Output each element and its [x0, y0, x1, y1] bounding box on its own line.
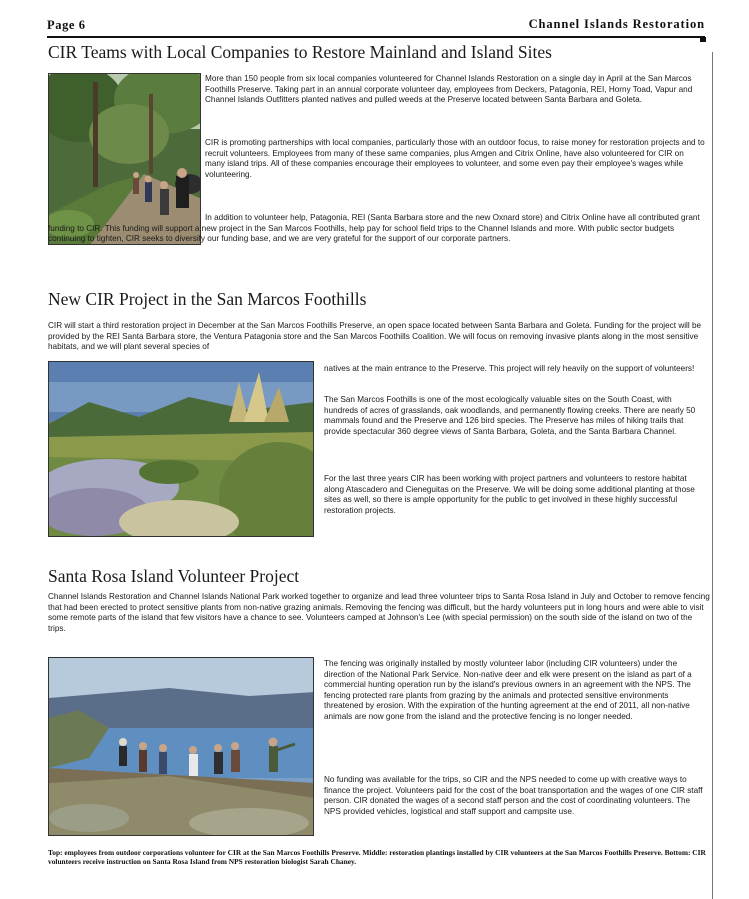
article3-paragraph-1: The fencing was originally installed by mostly volunteer labor (including CIR volunteers) under the direction of the National Park Service. Non-native deer and elk were present on the island as part of a commercial hunting operation run by the island's previous owners in an agreement with the NPS. The fencing protected rare plants from grazing by the animals and protected sensitive environments threatened by erosion. With the expiration of the hunting agreement at the end of 2011, all non-native animals are now gone from the island and the protective fencing is no longer needed. — [324, 659, 692, 721]
article3-paragraph-2: No funding was available for the trips, so CIR and the NPS needed to come up with creative ways to finance the project. Volunteers paid for the cost of the boat transportation and the wages of one CIR staff person. CIR donated the wages of a second staff person and the cost of coordinating volunteers. The NPS provided vehicles, logistical and staff support and campsite use. — [324, 775, 703, 816]
santa-rosa-island-photo — [48, 657, 314, 836]
newsletter-name: Channel Islands Restoration — [528, 17, 705, 31]
header-rule — [47, 36, 705, 38]
article2-paragraph-1: natives at the main entrance to the Preserve. This project will rely heavily on the support of volunteers! — [324, 364, 695, 373]
article3-intro: Channel Islands Restoration and Channel Islands National Park worked together to organize and lead three volunteer trips to Santa Rosa Island in July and October to remove fencing that had been erected to protect sensitive plants from non-native grazing animals. Removing the fencing was difficult, but the hardy volunteers put in long hours and were able to visit some remote parts of the island that few visitors have a chance to see. Volunteers camped at Johnson's Lee (with special permission) on the south side of the island on two of the trips. — [48, 592, 710, 633]
san-marcos-plantings-photo — [48, 361, 314, 537]
article2-intro: CIR will start a third restoration project in December at the San Marcos Foothills Preserve, an open space located between Santa Barbara and Goleta. Funding for the project will be provided by the REI Santa Barbara store, the Ventura Patagonia store and the San Marcos Foothills Coalition. We will focus on removing invasive plants along in the most sensitive habitats, and we will plant several species of — [48, 321, 702, 352]
article1-paragraph-3: In addition to volunteer help, Patagonia, REI (Santa Barbara store and the new Oxnard store) and Citrix Online have all contributed grant funding to CIR. This funding will support a new project in the San Marcos Foothills, help pay for school field trips to the Channel Islands and more. With public sector budgets continuing to tighten, CIR seeks to diversify our funding base, and we are very grateful for the support of our corporate partners. — [48, 213, 700, 244]
san-marcos-illustration — [49, 362, 314, 537]
article1-paragraph-2: CIR is promoting partnerships with local companies, particularly those with an outdoor focus, to raise money for restoration projects and to recruit volunteers. Employees from many of these same companies, plus Amgen and Citrix Online, have also volunteered for CIR on many island trips. All of these companies encourage their employees to volunteer, and some even pay their employee's wages while volunteering. — [205, 138, 705, 179]
article1-paragraph-1: More than 150 people from six local companies volunteered for Channel Islands Restoration on a single day in April at the San Marcos Foothills Preserve. Taking part in an annual corporate volunteer day, employees from Deckers, Patagonia, REI, Horny Toad, Vapur and Channel Islands Outfitters planted natives and pulled weeds at the Preserve located between Santa Barbara and Goleta. — [205, 74, 693, 105]
santa-rosa-illustration — [49, 658, 314, 836]
article2-paragraph-2: The San Marcos Foothills is one of the most ecologically valuable sites on the South Coast, with hundreds of acres of grasslands, oak woodlands, and permanently flowing creeks. There are nearly 50 mammals found and the Preserve and 126 bird species. The Preserve has miles of hiking trails that provide spectacular 360 degree views of Santa Barbara, Goleta, and the Santa Barbara Channel. — [324, 395, 696, 436]
article1-title: CIR Teams with Local Companies to Restore Mainland and Island Sites — [48, 42, 552, 62]
article2-paragraph-3: For the last three years CIR has been working with project partners and volunteers to restore habitat along Atascadero and Cieneguitas on the Preserve. We will be doing some additional planting at those sites as well, so there is ample opportunity for the public to get involved in these highly successful restoration projects. — [324, 474, 695, 515]
article2-title: New CIR Project in the San Marcos Foothills — [48, 289, 367, 309]
header-rule-tick — [700, 37, 706, 42]
photo-caption: Top: employees from outdoor corporations volunteer for CIR at the San Marcos Foothills Preserve. Middle: restoration plantings installed by CIR volunteers at the San Marcos Foothills Preserve. Bottom: CIR volunteers receive instruction on Santa Rosa Island from NPS restoration biologist Sarah Chaney. — [48, 848, 706, 867]
page-edge-line — [712, 52, 713, 899]
article3-title: Santa Rosa Island Volunteer Project — [48, 566, 300, 586]
page-number: Page 6 — [47, 18, 86, 32]
